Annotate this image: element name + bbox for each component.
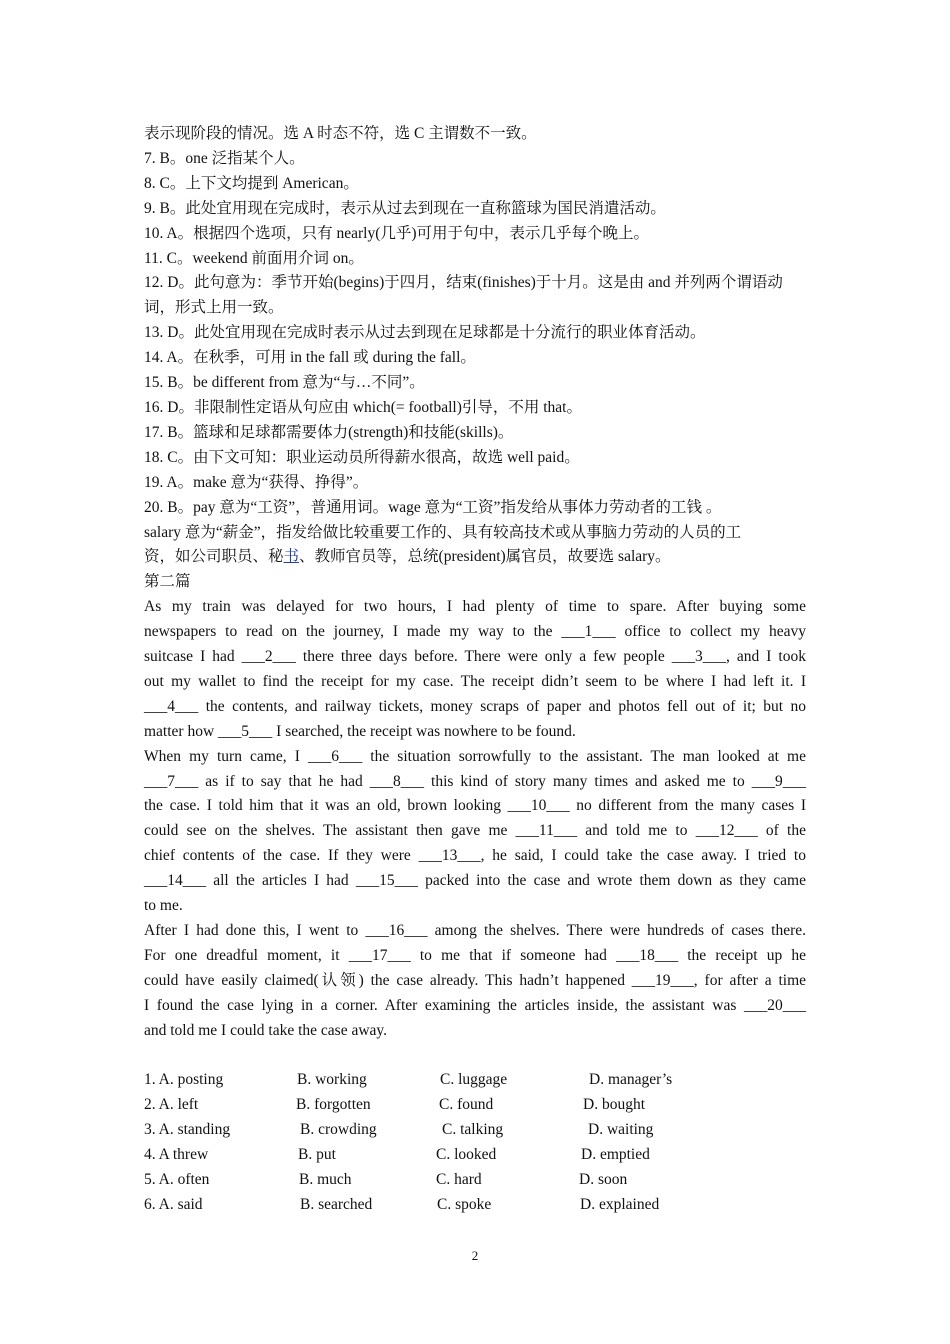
passage-line: chief contents of the case. If they were ___13___, he said, I could take the case away. I tried to xyxy=(144,847,806,865)
passage-line: the case. I told him that it was an old, brown looking ___10___ no different from the many cases I xyxy=(144,797,806,815)
option-a: 4. A threw xyxy=(144,1146,209,1164)
answer-line: salary 意为“薪金”，指发给做比较重要工作的、具有较高技术或从事脑力劳动的人员的工 xyxy=(144,523,742,541)
answer-line: 词，形式上用一致。 xyxy=(144,299,284,317)
answer-line: 18. C。由下文可知：职业运动员所得薪水很高，故选 well paid。 xyxy=(144,448,580,466)
option-b: B. forgotten xyxy=(296,1096,371,1114)
answer-line: 12. D。此句意为：季节开始(begins)于四月，结束(finishes)于十月。这是由 and 并列两个谓语动 xyxy=(144,274,783,292)
answer-line: 13. D。此处宜用现在完成时表示从过去到现在足球都是十分流行的职业体育活动。 xyxy=(144,324,706,342)
option-b: B. put xyxy=(298,1146,336,1164)
spacer xyxy=(144,1044,806,1069)
answer-line: 14. A。在秋季，可用 in the fall 或 during the fall。 xyxy=(144,349,476,367)
option-c: C. luggage xyxy=(440,1071,508,1089)
option-c: C. looked xyxy=(436,1146,497,1164)
passage-line: ___4___ the contents, and railway tickets, money scraps of paper and photos fell out of it; but no xyxy=(144,697,806,715)
page-number: 2 xyxy=(471,1248,479,1263)
option-d: D. manager’s xyxy=(589,1071,673,1089)
passage-line: to me. xyxy=(144,897,183,915)
inline-link[interactable]: 书 xyxy=(283,548,300,566)
passage-line: ___14___ all the articles I had ___15___ packed into the case and wrote them down as they came xyxy=(144,872,806,890)
answer-line: 7. B。one 泛指某个人。 xyxy=(144,149,305,167)
option-a: 3. A. standing xyxy=(144,1121,231,1139)
option-row xyxy=(144,1193,806,1218)
options-list xyxy=(144,1068,806,1217)
answer-line: 9. B。此处宜用现在完成时，表示从过去到现在一直称篮球为国民消遣活动。 xyxy=(144,199,666,217)
answer-line xyxy=(144,545,806,570)
answer-text: 、教师官员等，总统(president)属官员，故要选 salary。 xyxy=(299,548,671,566)
option-row xyxy=(144,1143,806,1168)
option-row xyxy=(144,1068,806,1093)
option-a: 1. A. posting xyxy=(144,1071,224,1089)
option-d: D. waiting xyxy=(588,1121,654,1139)
option-row xyxy=(144,1093,806,1118)
answer-text: 资，如公司职员、秘 xyxy=(144,548,284,566)
passage-line: As my train was delayed for two hours, I had plenty of time to spare. After buying some xyxy=(144,598,806,616)
passage-line: newspapers to read on the journey, I made my way to the ___1___ office to collect my heavy xyxy=(144,623,806,641)
option-b: B. working xyxy=(297,1071,367,1089)
answer-list xyxy=(144,122,806,570)
passage-line: and told me I could take the case away. xyxy=(144,1021,388,1039)
passage-line: suitcase I had ___2___ there three days before. There were only a few people ___3___, and I took xyxy=(144,648,806,666)
option-c: C. hard xyxy=(436,1170,482,1188)
option-d: D. bought xyxy=(583,1096,645,1114)
passage-line: When my turn came, I ___6___ the situation sorrowfully to the assistant. The man looked at me xyxy=(144,747,806,765)
option-d: D. emptied xyxy=(581,1146,650,1164)
passage xyxy=(144,595,806,1043)
passage-line: could have easily claimed(认领) the case already. This hadn’t happened ___19___, for after a time xyxy=(144,971,806,989)
option-c: C. spoke xyxy=(437,1195,492,1213)
option-b: B. crowding xyxy=(300,1121,377,1139)
option-row xyxy=(144,1168,806,1193)
option-a: 5. A. often xyxy=(144,1170,210,1188)
passage-line: I found the case lying in a corner. After examining the articles inside, the assistant was ___20___ xyxy=(144,996,806,1014)
answer-line: 19. A。make 意为“获得、挣得”。 xyxy=(144,473,369,491)
answer-line: 8. C。上下文均提到 American。 xyxy=(144,174,359,192)
answer-line: 10. A。根据四个选项，只有 nearly(几乎)可用于句中，表示几乎每个晚上。 xyxy=(144,224,650,242)
option-b: B. much xyxy=(299,1170,352,1188)
passage-line: After I had done this, I went to ___16___ among the shelves. There were hundreds of cases there. xyxy=(144,922,806,939)
answer-line: 15. B。be different from 意为“与…不同”。 xyxy=(144,374,425,392)
answer-line: 17. B。篮球和足球都需要体力(strength)和技能(skills)。 xyxy=(144,423,514,441)
document-page xyxy=(144,122,806,1218)
passage-line: out my wallet to find the receipt for my case. The receipt didn’t seem to be where I had left it. I xyxy=(144,672,806,690)
option-a: 6. A. said xyxy=(144,1195,203,1213)
passage-line: matter how ___5___ I searched, the receipt was nowhere to be found. xyxy=(144,722,576,740)
passage-line: could see on the shelves. The assistant then gave me ___11___ and told me to ___12___ of the xyxy=(144,822,806,840)
option-a: 2. A. left xyxy=(144,1096,199,1114)
passage-line: For one dreadful moment, it ___17___ to me that if someone had ___18___ the receipt up he xyxy=(144,946,806,964)
section-title: 第二篇 xyxy=(144,573,191,591)
answer-line: 表示现阶段的情况。选 A 时态不符，选 C 主谓数不一致。 xyxy=(144,125,537,142)
option-b: B. searched xyxy=(300,1195,373,1213)
option-d: D. soon xyxy=(579,1170,628,1188)
option-c: C. talking xyxy=(442,1121,504,1139)
option-c: C. found xyxy=(439,1096,494,1114)
answer-line: 20. B。pay 意为“工资”，普通用词。wage 意为“工资”指发给从事体力劳动者的工钱 。 xyxy=(144,498,722,516)
answer-line: 11. C。weekend 前面用介词 on。 xyxy=(144,249,364,267)
option-d: D. explained xyxy=(580,1195,660,1213)
passage-line: ___7___ as if to say that he had ___8___ this kind of story many times and asked me to ___9___ xyxy=(144,772,806,790)
answer-line: 16. D。非限制性定语从句应由 which(= football)引导，不用 that。 xyxy=(144,398,582,416)
option-row xyxy=(144,1118,806,1143)
